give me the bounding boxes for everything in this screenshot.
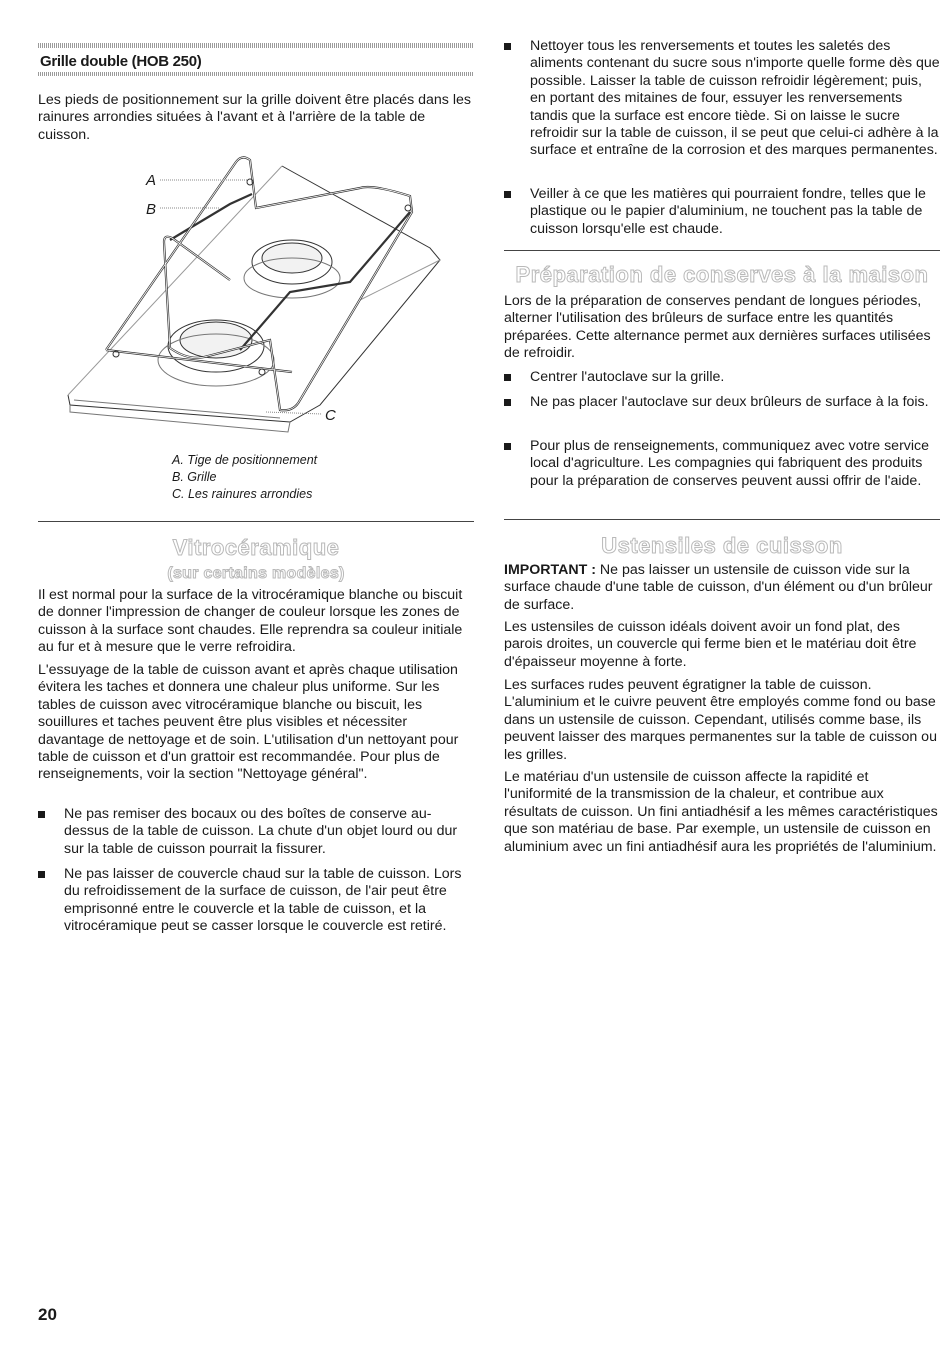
conserves-intro: Lors de la préparation de conserves pendant de longues périodes, alterner l'utilisation des brûleurs de surface entre les quantités préparées. Cette alternance permet aux dernières surfaces utilisées de refroidir.	[504, 293, 931, 362]
grille-heading-bar-bottom	[38, 72, 474, 76]
grille-heading-bar-top	[38, 43, 474, 48]
conserves-rule	[504, 250, 940, 251]
figure-caption-b: B. Grille	[172, 470, 217, 484]
right-bullet-1	[504, 38, 940, 178]
bullet-text: Nettoyer tous les renversements et toutes les saletés des aliments contenant du sucre sous n'importe quelle forme dès que possible. Laisser la table de cuisson refroidir légèrement; puis, en portant des mitaines de four, essuyer les renversements tandis que la surface est encore tiède. Si on laisse le sucre refroidir sur la table de cuisson, il se peut que celui-ci adhère à la surface et entraîne de la corrosion et des marques permanentes.	[530, 38, 940, 159]
ustensiles-rule	[504, 519, 940, 520]
figure-label-a: A	[146, 172, 157, 189]
bullet-square-icon	[504, 443, 511, 450]
bullet-square-icon	[38, 871, 45, 878]
bullet-text: Centrer l'autoclave sur la grille.	[530, 369, 725, 385]
vitro-paragraph-2: L'essuyage de la table de cuisson avant et après chaque utilisation évitera les taches et donnera une chaleur plus uniforme. Sur les tables de cuisson avec vitrocéramique blanche ou biscuit, les souillures et taches peuvent être plus visibles et nécessiter davantage de nettoyage et de soin. L'utilisation d'un nettoyant pour table de cuisson et d'un grattoir est recommandée. Pour plus de renseignements, voir la section "Nettoyage général".	[38, 662, 459, 783]
figure-label-b: B	[146, 201, 157, 218]
vitro-title: Vitrocéramique	[172, 535, 340, 560]
grille-intro: Les pieds de positionnement sur la grille doivent être placés dans les rainures arrondies situées à l'avant et à l'arrière de la table de cuisson.	[38, 92, 471, 143]
bullet-text: Pour plus de renseignements, communiquez avec votre service local d'agriculture. Les compagnies qui fabriquent des produits pour la préparation de conserves peuvent aussi offrir de l'aide.	[530, 438, 930, 489]
ustensiles-important	[504, 562, 940, 614]
ustensiles-paragraph-1: Les ustensiles de cuisson idéals doivent avoir un fond plat, des parois droites, un couvercle qui ferme bien et le matériau doit être d'épaisseur moyenne à forte.	[504, 619, 917, 670]
vitro-rule	[38, 521, 474, 522]
vitro-bullet-2	[38, 866, 474, 938]
figure-caption-c: C. Les rainures arrondies	[172, 487, 313, 501]
bullet-text: Veiller à ce que les matières qui pourraient fondre, telles que le plastique ou le papier d'aluminium, ne touchent pas la table de cuisson lorsqu'elle est chaude.	[530, 186, 926, 237]
ustensiles-title: Ustensiles de cuisson	[601, 533, 843, 558]
bullet-square-icon	[504, 43, 511, 50]
grille-heading: Grille double (HOB 250)	[40, 53, 202, 70]
figure-caption-a: A. Tige de positionnement	[172, 453, 318, 467]
conserves-bullet-1	[504, 369, 940, 387]
vitro-subtitle: (sur certains modèles)	[167, 565, 345, 582]
page-number: 20	[38, 1305, 57, 1324]
bullet-square-icon	[38, 811, 45, 818]
figure-label-c: C	[325, 407, 336, 424]
ustensiles-paragraph-2: Les surfaces rudes peuvent égratigner la table de cuisson. L'aluminium et le cuivre peuvent être employés comme fond ou base dans un ustensile de cuisson. Cependant, utilisés comme base, ils peuvent laisser des marques permanentes sur la table de cuisson ou les grilles.	[504, 677, 937, 763]
grille-figure	[60, 150, 460, 440]
important-text: Ne pas laisser un ustensile de cuisson vide sur la surface chaude d'une table de cuisson, d'un élément ou d'un brûleur de surface.	[504, 562, 933, 613]
ustensiles-paragraph-3: Le matériau d'un ustensile de cuisson affecte la rapidité et l'uniformité de la transmission de la chaleur, et contribue aux résultats de cuisson. Un fini antiadhésif a les mêmes caractéristiques que son matériau de base. Par exemple, un ustensile de cuisson en aluminium avec un fini antiadhésif aura les propriétés de l'aluminium.	[504, 769, 938, 855]
bullet-square-icon	[504, 191, 511, 198]
bullet-square-icon	[504, 374, 511, 381]
vitro-paragraph-1: Il est normal pour la surface de la vitrocéramique blanche ou biscuit de donner l'impression de changer de couleur lorsque les zones de cuisson à la surface sont chaudes. Elle reprendra sa couleur initiale au fur et à mesure que le verre refroidira.	[38, 587, 463, 656]
right-bullet-2	[504, 186, 940, 240]
bullet-text: Ne pas placer l'autoclave sur deux brûleurs de surface à la fois.	[530, 394, 929, 410]
important-label: IMPORTANT :	[504, 562, 596, 578]
conserves-title: Préparation de conserves à la maison	[515, 262, 929, 287]
bullet-square-icon	[504, 399, 511, 406]
bullet-text: Ne pas laisser de couvercle chaud sur la table de cuisson. Lors du refroidissement de la surface de cuisson, de l'air peut être emprisonné entre le couvercle et la table de cuisson, et la vitrocéramique peut se casser lorsque le couvercle est retiré.	[64, 866, 462, 935]
conserves-bullet-3	[504, 438, 940, 510]
bullet-text: Ne pas remiser des bocaux ou des boîtes de conserve au-dessus de la table de cuisson. La chute d'un objet lourd ou dur sur la table de cuisson pourrait la fissurer.	[64, 806, 458, 857]
vitro-bullet-1	[38, 806, 474, 862]
conserves-bullet-2	[504, 394, 940, 430]
